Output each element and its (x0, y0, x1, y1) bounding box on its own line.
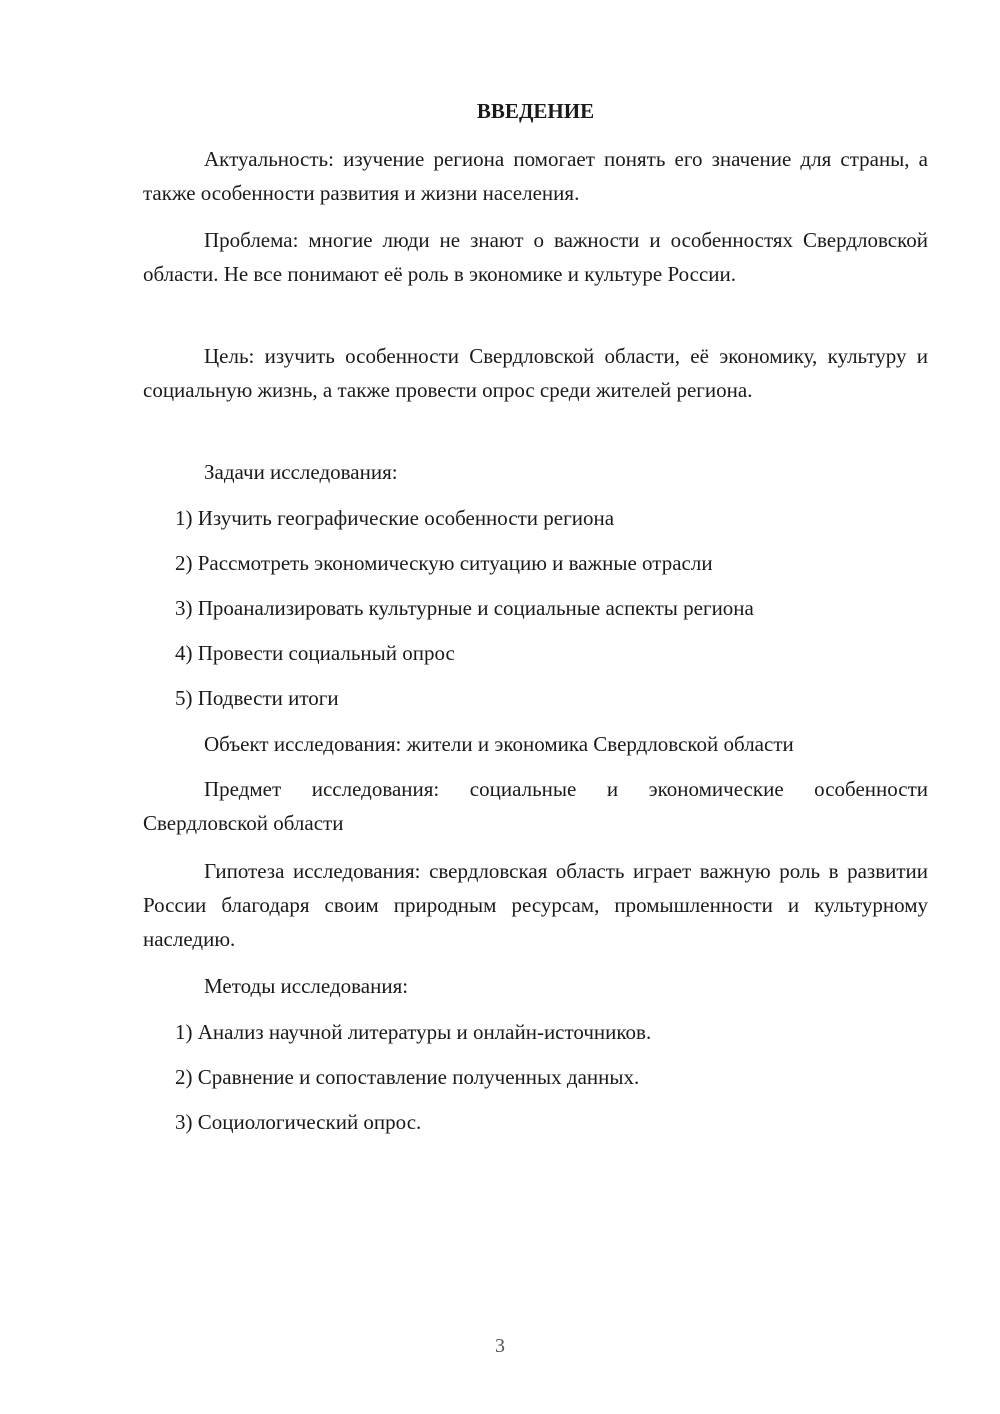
task-item: 5) Подвести итоги (175, 686, 339, 710)
task-item: 2) Рассмотреть экономическую ситуацию и важные отрасли (175, 551, 713, 575)
actuality-paragraph: Актуальность: изучение региона помогает понять его значение для страны, а также особенности развития и жизни населения. (143, 147, 928, 205)
method-item: 2) Сравнение и сопоставление полученных данных. (175, 1065, 640, 1089)
method-item: 1) Анализ научной литературы и онлайн-источников. (175, 1020, 652, 1044)
hypothesis-paragraph: Гипотеза исследования: свердловская область играет важную роль в развитии России благодаря своим природным ресурсам, промышленности и культурному наследию. (143, 859, 928, 951)
method-item: 3) Социологический опрос. (175, 1110, 422, 1134)
task-item: 1) Изучить географические особенности региона (175, 506, 615, 530)
tasks-heading: Задачи исследования: (204, 460, 398, 484)
page-number: 3 (495, 1335, 505, 1357)
methods-heading: Методы исследования: (204, 974, 409, 998)
subject-paragraph: Предмет исследования: социальные и экономические особенности Свердловской области (143, 777, 928, 835)
problem-paragraph: Проблема: многие люди не знают о важности и особенностях Свердловской области. Не все понимают её роль в экономике и культуре России. (143, 228, 928, 286)
page-title: ВВЕДЕНИЕ (476, 99, 595, 123)
task-item: 3) Проанализировать культурные и социальные аспекты региона (175, 596, 754, 620)
document-page (143, 0, 928, 1414)
goal-paragraph: Цель: изучить особенности Свердловской области, её экономику, культуру и социальную жизнь, а также провести опрос среди жителей региона. (143, 344, 928, 402)
task-item: 4) Провести социальный опрос (175, 641, 455, 665)
object-paragraph: Объект исследования: жители и экономика Свердловской области (204, 732, 794, 756)
